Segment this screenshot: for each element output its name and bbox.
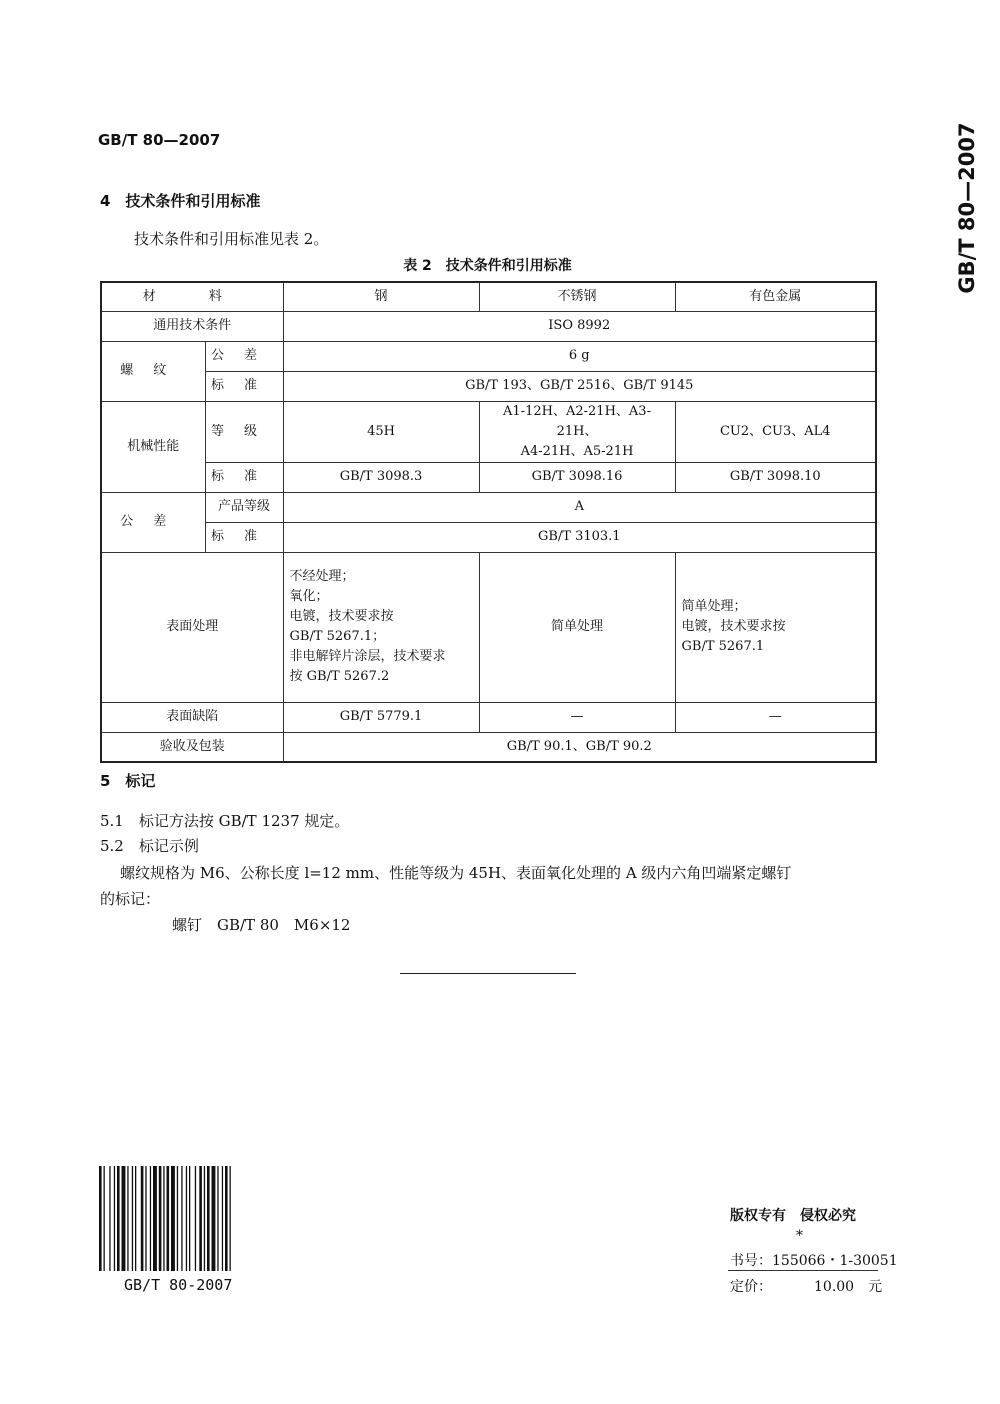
surface-nonferrous [675, 552, 876, 702]
surface-nonferrous-line: 简单处理； [681, 599, 747, 614]
surface-nonferrous-line: GB/T 5267.1 [681, 639, 765, 654]
surface-steel-line: 氧化； [289, 589, 329, 604]
copyright-notice: 版权专有 侵权必究 [730, 1208, 856, 1224]
table-row-mech-grade [101, 401, 876, 462]
table-row-tolerance-grade [101, 492, 876, 522]
example-line-1: 螺纹规格为 M6、公称长度 l=12 mm、性能等级为 45H、表面氧化处理的 A 级内六角凹端紧定螺钉 [120, 864, 792, 882]
surface-nonferrous-line: 电镀，技术要求按 [681, 619, 786, 634]
defects-stainless: — [479, 702, 675, 732]
tolerance-label: 公差 [101, 492, 205, 552]
example-line-2: 的标记： [100, 890, 161, 908]
header-material: 材 料 [101, 282, 283, 311]
thread-tolerance-value: 6 g [283, 341, 876, 371]
table-caption: 表 2 技术条件和引用标准 [403, 258, 572, 274]
acceptance-value: GB/T 90.1、GB/T 90.2 [283, 732, 876, 762]
mech-grade-nonferrous: CU2、CU3、AL4 [675, 401, 876, 462]
surface-stainless: 简单处理 [479, 552, 675, 702]
mech-grade-steel: 45H [283, 401, 479, 462]
book-number: 书号：155066・1-30051 [730, 1253, 898, 1269]
section-4-heading: 4 技术条件和引用标准 [100, 192, 261, 210]
surface-steel [283, 552, 479, 702]
table-row-tolerance-standard [101, 522, 876, 552]
tolerance-grade-label: 产品等级 [205, 492, 283, 522]
acceptance-label: 验收及包装 [101, 732, 283, 762]
spec-table [100, 281, 877, 763]
section-5-2: 5.2 标记示例 [100, 837, 199, 855]
table-row-header [101, 282, 876, 311]
end-rule [400, 973, 576, 974]
mech-grade-stainless [479, 401, 675, 462]
general-value: ISO 8992 [283, 311, 876, 341]
table-row-thread-tolerance [101, 341, 876, 371]
tolerance-grade-value: A [283, 492, 876, 522]
surface-steel-line: 非电解锌片涂层，技术要求 [289, 649, 446, 664]
mech-standard-label: 标准 [205, 462, 283, 492]
header-stainless: 不锈钢 [479, 282, 675, 311]
mech-standard-steel: GB/T 3098.3 [283, 462, 479, 492]
mech-grade-stainless-line-1: A1-12H、A2-21H、A3-21H、 [503, 403, 651, 439]
defects-label: 表面缺陷 [101, 702, 283, 732]
table-row-general [101, 311, 876, 341]
surface-label: 表面处理 [101, 552, 283, 702]
header-nonferrous: 有色金属 [675, 282, 876, 311]
thread-tolerance-label: 公差 [205, 341, 283, 371]
section-5-heading: 5 标记 [100, 772, 156, 790]
tolerance-standard-label: 标准 [205, 522, 283, 552]
thread-standard-label: 标准 [205, 371, 283, 401]
barcode [99, 1166, 309, 1271]
footer-divider [728, 1270, 878, 1271]
table-row-acceptance [101, 732, 876, 762]
asterisk: * [796, 1228, 803, 1244]
defects-steel: GB/T 5779.1 [283, 702, 479, 732]
section-4-intro: 技术条件和引用标准见表 2。 [134, 230, 329, 248]
surface-steel-line: 电镀，技术要求按 [289, 609, 394, 624]
section-5-1: 5.1 标记方法按 GB/T 1237 规定。 [100, 812, 350, 830]
mech-grade-label: 等级 [205, 401, 283, 462]
table-row-mech-standard [101, 462, 876, 492]
table-row-surface [101, 552, 876, 702]
barcode-label: GB/T 80-2007 [124, 1276, 233, 1294]
thread-standard-value: GB/T 193、GB/T 2516、GB/T 9145 [283, 371, 876, 401]
document-code: GB/T 80—2007 [98, 131, 221, 149]
surface-steel-line: 不经处理； [289, 569, 355, 584]
general-label: 通用技术条件 [101, 311, 283, 341]
thread-label: 螺纹 [101, 341, 205, 401]
price-value: 10.00 元 [814, 1279, 883, 1295]
table-row-defects [101, 702, 876, 732]
surface-steel-line: GB/T 5267.1； [289, 629, 386, 644]
marking-example: 螺钉 GB/T 80 M6×12 [172, 916, 351, 934]
table-row-thread-standard [101, 371, 876, 401]
defects-nonferrous: — [675, 702, 876, 732]
mech-grade-stainless-line-2: A4-21H、A5-21H [520, 443, 634, 459]
side-document-code: GB/T 80—2007 [955, 122, 979, 294]
price-label: 定价： [730, 1279, 772, 1295]
mechanical-label: 机械性能 [101, 401, 205, 492]
header-steel: 钢 [283, 282, 479, 311]
mech-standard-stainless: GB/T 3098.16 [479, 462, 675, 492]
tolerance-standard-value: GB/T 3103.1 [283, 522, 876, 552]
surface-steel-line: 按 GB/T 5267.2 [289, 669, 390, 684]
mech-standard-nonferrous: GB/T 3098.10 [675, 462, 876, 492]
